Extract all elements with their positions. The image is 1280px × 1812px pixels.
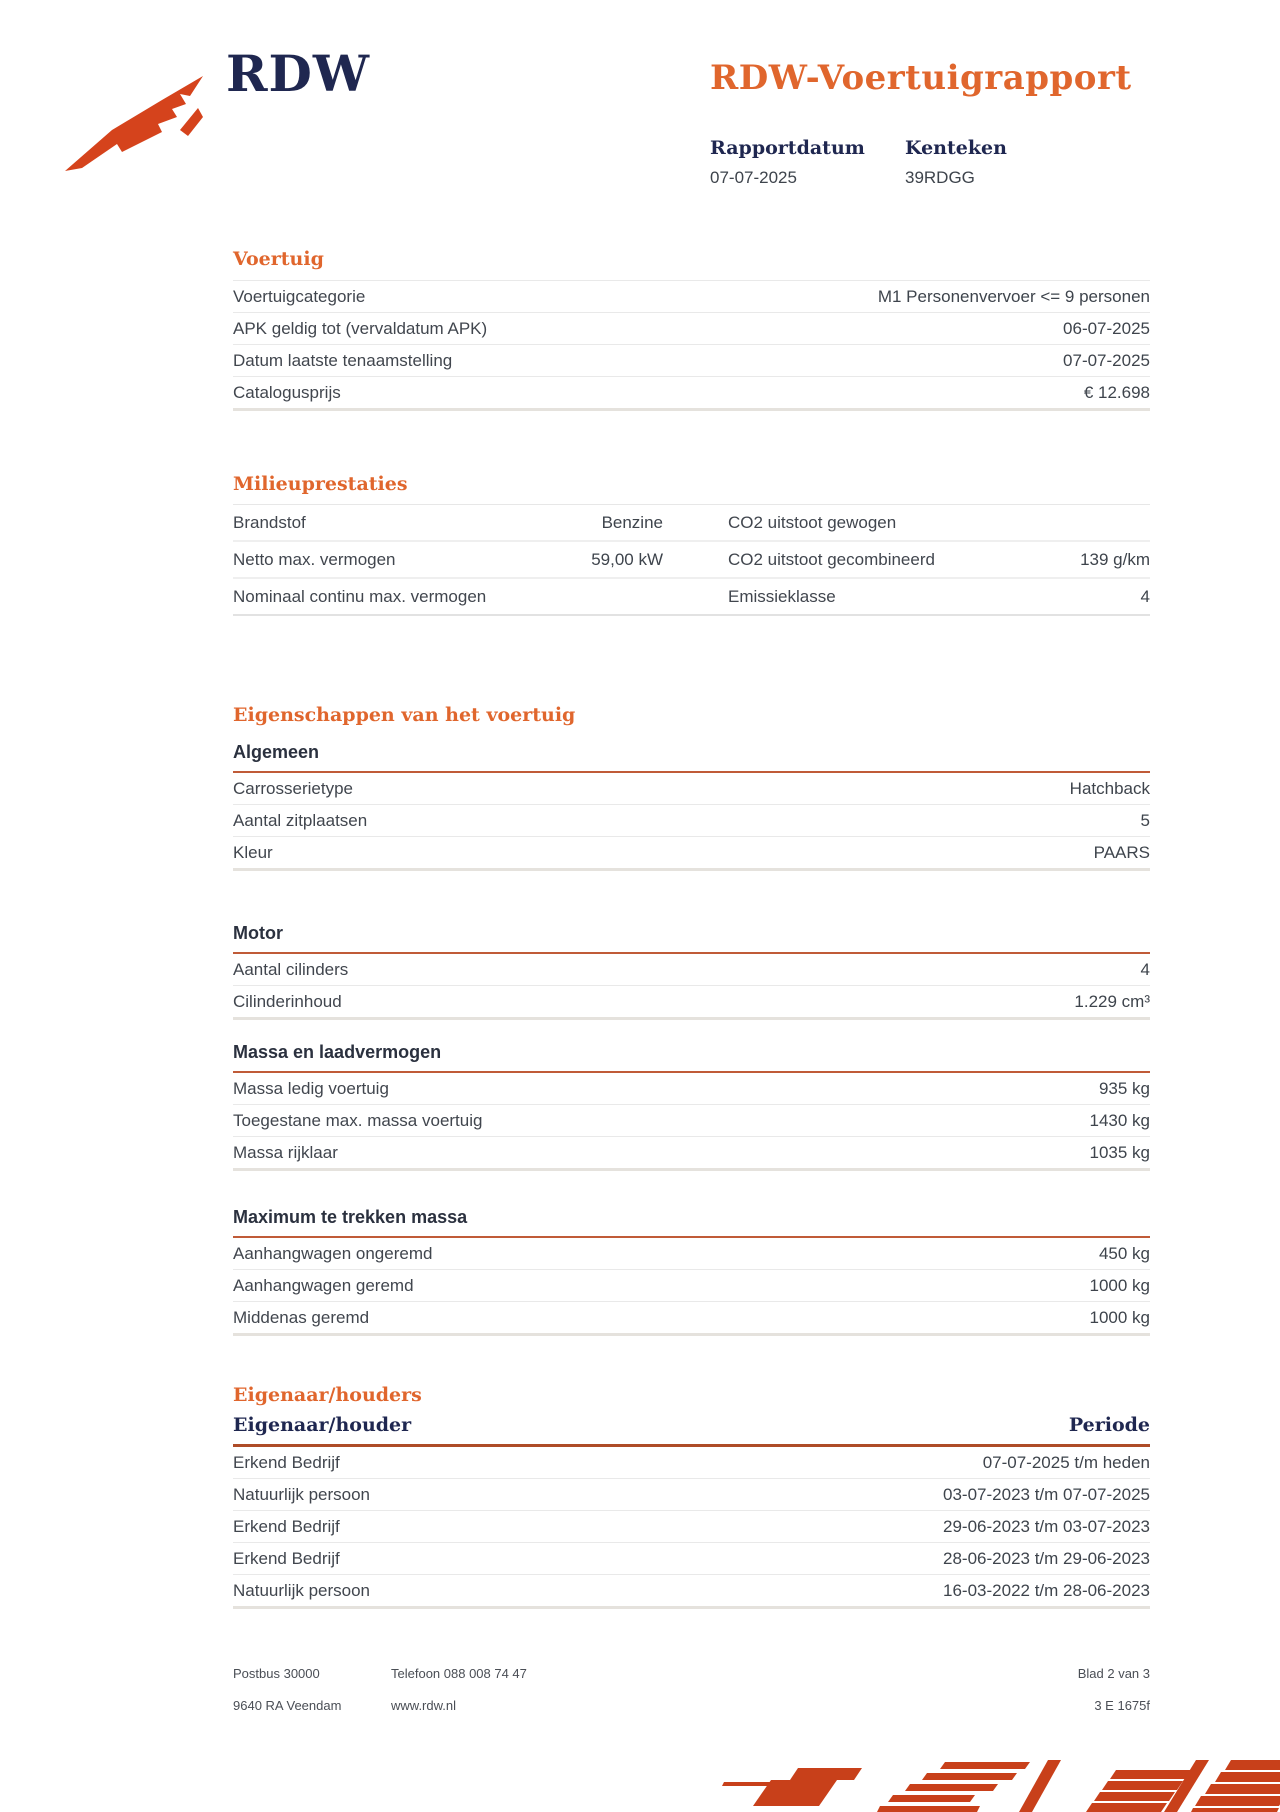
- page-footer: [233, 1666, 1150, 1713]
- column-header-owner: Eigenaar/houder: [233, 1414, 412, 1436]
- owner-period: 07-07-2025 t/m heden: [982, 1452, 1150, 1472]
- footer-form-code: 3 E 1675f: [1094, 1698, 1150, 1713]
- owner-period: 28-06-2023 t/m 29-06-2023: [943, 1548, 1150, 1568]
- row-label: APK geldig tot (vervaldatum APK): [233, 318, 488, 338]
- row-label: Emissieklasse: [728, 586, 836, 606]
- row-label: Aantal cilinders: [233, 959, 349, 979]
- owner-type: Natuurlijk persoon: [233, 1580, 371, 1600]
- row-label: Datum laatste tenaamstelling: [233, 350, 453, 370]
- table-row: [233, 1269, 1150, 1301]
- section-title-milieuprestaties: Milieuprestaties: [233, 473, 408, 495]
- owner-type: Erkend Bedrijf: [233, 1516, 340, 1536]
- table-row: [233, 312, 1150, 344]
- table-row: [233, 505, 1150, 540]
- table-row: [233, 1073, 1150, 1104]
- section-eigenschappen: [233, 704, 1150, 1336]
- row-value: 4: [1140, 959, 1150, 979]
- row-label: CO2 uitstoot gewogen: [728, 512, 897, 532]
- row-label: Middenas geremd: [233, 1307, 370, 1327]
- section-title-eigenaar: Eigenaar/houders: [233, 1384, 422, 1406]
- row-value: 935 kg: [1098, 1078, 1150, 1098]
- table-row: [233, 836, 1150, 868]
- report-title: RDW-Voertuigrapport: [710, 58, 1132, 98]
- table-row: [233, 280, 1150, 312]
- report-date-label: Rapportdatum: [710, 137, 865, 159]
- section-title-eigenschappen: Eigenschappen van het voertuig: [233, 704, 576, 726]
- row-value: 4: [1140, 586, 1150, 606]
- row-value: 1035 kg: [1089, 1142, 1150, 1162]
- row-value: Hatchback: [1069, 778, 1150, 798]
- row-label: Netto max. vermogen: [233, 549, 396, 569]
- table-row: [233, 1238, 1150, 1269]
- table-row: [233, 1478, 1150, 1510]
- owners-table: [233, 1447, 1150, 1609]
- subsection-massa: [233, 1042, 1150, 1171]
- row-value: 1000 kg: [1089, 1307, 1150, 1327]
- license-plate-label: Kenteken: [905, 137, 1007, 159]
- rdw-wing-icon: [62, 70, 210, 176]
- row-value: 1000 kg: [1089, 1275, 1150, 1295]
- row-label: Massa ledig voertuig: [233, 1078, 389, 1098]
- table-row: [233, 773, 1150, 804]
- table-row: [233, 1510, 1150, 1542]
- row-label: Catalogusprijs: [233, 382, 341, 402]
- owner-period: 16-03-2022 t/m 28-06-2023: [943, 1580, 1150, 1600]
- report-meta: [710, 137, 1007, 188]
- rdw-logo-text: RDW: [226, 44, 371, 103]
- row-label: Carrosserietype: [233, 778, 353, 798]
- row-label: Kleur: [233, 842, 273, 862]
- table-row: [233, 1136, 1150, 1168]
- row-label: Cilinderinhoud: [233, 991, 342, 1011]
- milieu-table: [233, 504, 1150, 616]
- subsection-title-algemeen: Algemeen: [233, 742, 1150, 773]
- license-plate-block: [905, 137, 1007, 188]
- report-date-block: [710, 137, 905, 188]
- section-milieuprestaties: [233, 473, 1150, 616]
- owners-header-row: [233, 1414, 1150, 1447]
- row-value: 59,00 kW: [591, 549, 663, 569]
- row-label: Voertuigcategorie: [233, 286, 366, 306]
- row-value: Benzine: [601, 512, 663, 532]
- row-label: Aanhangwagen geremd: [233, 1275, 414, 1295]
- subsection-motor: [233, 923, 1150, 1020]
- row-value: 450 kg: [1098, 1243, 1150, 1263]
- subsection-algemeen: [233, 742, 1150, 871]
- table-row: [233, 1447, 1150, 1478]
- row-value: PAARS: [1093, 842, 1150, 862]
- footer-page-number: Blad 2 van 3: [1077, 1666, 1150, 1681]
- license-plate-value: 39RDGG: [905, 168, 975, 187]
- table-row: [233, 1542, 1150, 1574]
- column-header-period: Periode: [1068, 1414, 1150, 1436]
- table-row: [233, 1301, 1150, 1333]
- row-label: Aantal zitplaatsen: [233, 810, 368, 830]
- footer-postbus: Postbus 30000: [233, 1666, 320, 1681]
- row-label: Aanhangwagen ongeremd: [233, 1243, 433, 1263]
- subsection-title-massa: Massa en laadvermogen: [233, 1042, 1150, 1073]
- speed-stripes-graphic: [640, 1760, 1280, 1812]
- row-value: 139 g/km: [1080, 549, 1150, 569]
- table-row: [233, 376, 1150, 408]
- row-value: 1430 kg: [1089, 1110, 1150, 1130]
- table-row: [233, 954, 1150, 985]
- table-row: [233, 985, 1150, 1017]
- owner-type: Erkend Bedrijf: [233, 1548, 340, 1568]
- row-label: Massa rijklaar: [233, 1142, 338, 1162]
- section-voertuig: [233, 248, 1150, 411]
- row-label: Nominaal continu max. vermogen: [233, 586, 487, 606]
- owner-type: Erkend Bedrijf: [233, 1452, 340, 1472]
- subsection-title-motor: Motor: [233, 923, 1150, 954]
- owner-period: 29-06-2023 t/m 03-07-2023: [943, 1516, 1150, 1536]
- table-row: [233, 540, 1150, 577]
- owner-type: Natuurlijk persoon: [233, 1484, 371, 1504]
- owner-period: 03-07-2023 t/m 07-07-2025: [943, 1484, 1150, 1504]
- subsection-trekken: [233, 1207, 1150, 1336]
- row-value: 1.229 cm³: [1074, 991, 1150, 1011]
- row-label: CO2 uitstoot gecombineerd: [728, 549, 935, 569]
- table-row: [233, 577, 1150, 614]
- footer-website: www.rdw.nl: [391, 1698, 457, 1713]
- row-value: 07-07-2025: [1063, 350, 1150, 370]
- footer-city: 9640 RA Veendam: [233, 1698, 342, 1713]
- table-row: [233, 1574, 1150, 1606]
- row-label: Brandstof: [233, 512, 306, 532]
- table-row: [233, 1104, 1150, 1136]
- subsection-title-trekken: Maximum te trekken massa: [233, 1207, 1150, 1238]
- row-value: 06-07-2025: [1063, 318, 1150, 338]
- report-date-value: 07-07-2025: [710, 168, 797, 187]
- table-row: [233, 804, 1150, 836]
- footer-phone: Telefoon 088 008 74 47: [391, 1666, 527, 1681]
- row-label: Toegestane max. massa voertuig: [233, 1110, 483, 1130]
- section-eigenaar: [233, 1384, 1150, 1609]
- voertuig-table: [233, 280, 1150, 411]
- section-title-voertuig: Voertuig: [233, 248, 324, 270]
- row-value: 5: [1140, 810, 1150, 830]
- row-value: € 12.698: [1083, 382, 1150, 402]
- table-row: [233, 344, 1150, 376]
- report-body: [233, 248, 1150, 1609]
- row-value: M1 Personenvervoer <= 9 personen: [877, 286, 1150, 306]
